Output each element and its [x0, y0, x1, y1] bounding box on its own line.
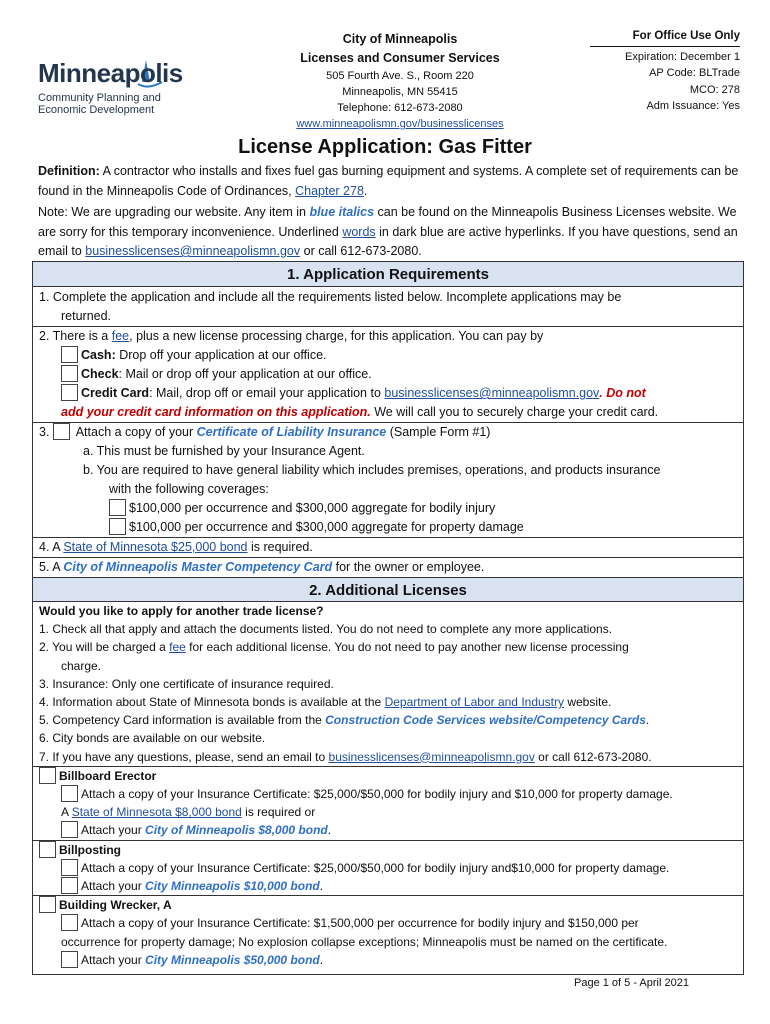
insurance-checkbox[interactable]	[53, 423, 70, 440]
chapter-278-link[interactable]: Chapter 278	[295, 183, 364, 198]
billboard-bond-checkbox[interactable]	[61, 821, 78, 838]
logo-subtitle: Community Planning and Economic Development	[38, 92, 161, 116]
fee-link[interactable]: fee	[111, 329, 130, 343]
expiration: Expiration: December 1	[625, 50, 740, 63]
req-2: 2. There is a fee, plus a new license processing charge, for this application. You can pay by Cash: Drop off your application at our office. Check: Mail or drop off your application at our office. Credit Card: Mail, drop off or email your application to businesslicenses@minneapolismn.gov. Do not add your credit card information on this application. We will call you to securely charge your credit card.	[33, 326, 743, 422]
cash-checkbox[interactable]	[61, 346, 78, 363]
additional-fee-link[interactable]: fee	[169, 640, 186, 655]
billposting-insurance-checkbox[interactable]	[61, 859, 78, 876]
req-4: 4. A State of Minnesota $25,000 bond is required.	[33, 537, 743, 557]
dli-link[interactable]: Department of Labor and Industry	[384, 695, 564, 710]
page-footer: Page 1 of 5 - April 2021	[574, 977, 689, 989]
billboard-bond-link[interactable]: State of Minnesota $8,000 bond	[71, 805, 242, 820]
wrecker-bond-checkbox[interactable]	[61, 951, 78, 968]
office-heading: For Office Use Only	[590, 28, 740, 47]
definition: Definition: A contractor who installs and fixes fuel gas burning equipment and systems. A complete set of requirements can be found in the Minneapolis Code of Ordinances, Chapter 278.	[38, 164, 739, 198]
billposting-checkbox[interactable]	[39, 841, 56, 858]
mco: MCO: 278	[689, 83, 740, 96]
note: Note: We are upgrading our website. Any item in blue italics can be found on the Minneapolis Business Licenses website. We are sorry for this temporary inconvenience. Underlined words in dark blue are active hyperlinks. If you have questions, send an email to businesslicenses@minneapolismn.gov or call 612-673-2080.	[38, 205, 738, 258]
wrecker-insurance-checkbox[interactable]	[61, 914, 78, 931]
cc-email-link[interactable]: businesslicenses@minneapolismn.gov	[384, 386, 600, 400]
ap-code: AP Code: BLTrade	[649, 67, 740, 79]
req-5: 5. A City of Minneapolis Master Competency Card for the owner or employee.	[33, 557, 743, 577]
adm-issuance: Adm Issuance: Yes	[646, 100, 740, 112]
property-damage-checkbox[interactable]	[109, 518, 126, 535]
application-form	[32, 261, 744, 975]
telephone: Telephone: 612-673-2080	[337, 102, 463, 114]
logo-wordmark: Minneapolis	[38, 58, 183, 88]
org-name: City of Minneapolis	[342, 32, 458, 46]
billboard-insurance-checkbox[interactable]	[61, 785, 78, 802]
req-3: 3. Attach a copy of your Certificate of Liability Insurance (Sample Form #1) a. This must be furnished by your Insurance Agent. b. You are required to have general liability which includes premises, operations, and products insurance with the following coverages: $100,000 per occurrence and $300,000 aggregate for bodily injury $100,000 per occurrence and $300,000 aggregate for property damage	[33, 422, 743, 537]
credit-card-checkbox[interactable]	[61, 384, 78, 401]
additional-email-link[interactable]: businesslicenses@minneapolismn.gov	[328, 749, 535, 764]
state-bond-link[interactable]: State of Minnesota $25,000 bond	[63, 540, 248, 554]
billposting-bond-checkbox[interactable]	[61, 877, 78, 894]
office-use-box	[590, 28, 740, 115]
req-1: 1. Complete the application and include all the requirements listed below. Incomplete applications may be returned.	[39, 290, 622, 323]
page-title: License Application: Gas Fitter	[238, 136, 532, 158]
section-1-header: 1. Application Requirements	[33, 262, 743, 287]
website-link[interactable]: www.minneapolismn.gov/businesslicenses	[296, 118, 504, 130]
email-link[interactable]: businesslicenses@minneapolismn.gov	[85, 244, 301, 258]
section-2-header: 2. Additional Licenses	[33, 577, 743, 602]
billboard-erector: Billboard Erector Attach a copy of your Insurance Certificate: $25,000/$50,000 for bodily injury and $10,000 for property damage. A State of Minnesota $8,000 bond is required or Attach your City of Minneapolis $8,000 bond.	[33, 766, 743, 840]
additional-instructions: Would you like to apply for another trade license? 1. Check all that apply and attach the documents listed. You do not need to complete any more applications. 2. You will be charged a fee for each additional license. You do not need to pay another new license processing charge. 3. Insurance: Only one certificate of insurance required. 4. Information about State of Minnesota bonds is available at the Department of Labor and Industry website. 5. Competency Card information is available from the Construction Code Services website/Competency Cards. 6. City bonds are available on our website. 7. If you have any questions, please, send an email to businesslicenses@minneapolismn.gov or call 612-673-2080.	[39, 604, 652, 764]
intro-text	[38, 162, 748, 262]
words-link[interactable]: words	[342, 224, 376, 239]
org-header	[265, 30, 535, 132]
billposting: Billposting Attach a copy of your Insurance Certificate: $25,000/$50,000 for bodily injury and$10,000 for property damage. Attach your City Minneapolis $10,000 bond.	[33, 840, 743, 896]
address-line-2: Minneapolis, MN 55415	[342, 86, 458, 98]
wrecker-checkbox[interactable]	[39, 896, 56, 913]
address-line-1: 505 Fourth Ave. S., Room 220	[326, 70, 474, 82]
billboard-checkbox[interactable]	[39, 767, 56, 784]
check-checkbox[interactable]	[61, 365, 78, 382]
bodily-injury-checkbox[interactable]	[109, 499, 126, 516]
dept-name: Licenses and Consumer Services	[300, 51, 500, 65]
building-wrecker: Building Wrecker, A Attach a copy of your Insurance Certificate: $1,500,000 per occurrence for bodily injury and $150,000 per occurrence for property damage; No explosion collapse exceptions; Minneapolis must be named on the certificate. Attach your City Minneapolis $50,000 bond.	[33, 895, 743, 969]
